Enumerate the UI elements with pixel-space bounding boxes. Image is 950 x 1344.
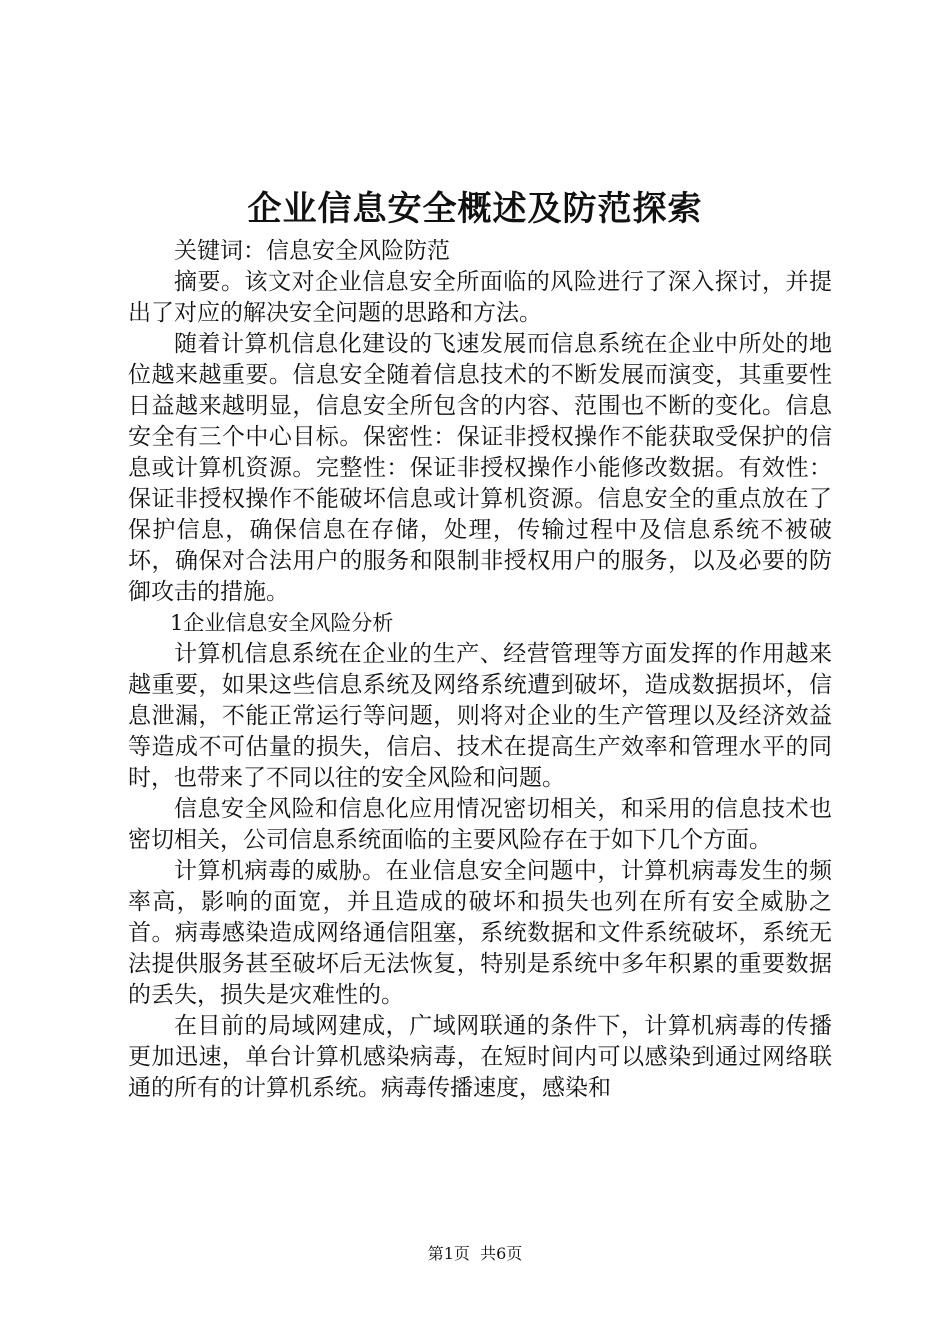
body-paragraph: 计算机信息系统在企业的生产、经营管理等方面发挥的作用越来越重要，如果这些信息系统及网络系统遭到破坏，造成数据损坏，信息泄漏，不能正常运行等问题，则将对企业的生产管理以及经济效益等造成不可估量的损失，信启、技术在提高生产效率和管理水平的同时，也带来了不同以往的安全风险和问题。 [128, 641, 832, 791]
page-footer: 第1页 共6页 [427, 1244, 523, 1263]
body-paragraph: 计算机病毒的威胁。在业信息安全问题中，计算机病毒发生的频率高，影响的面宽，并且造成的破坏和损失也列在所有安全威胁之首。病毒感染造成网络通信阻塞，系统数据和文件系统破坏，系统无法提供服务甚至破坏后无法恢复，特别是系统中多年积累的重要数据的丢失，损失是灾难性的。 [128, 858, 832, 1008]
body-paragraph: 随着计算机信息化建设的飞速发展而信息系统在企业中所处的地位越来越重要。信息安全随着信息技术的不断发展而演变，其重要性日益越来越明显，信息安全所包含的内容、范围也不断的变化。信息安全有三个中心目标。保密性：保证非授权操作不能获取受保护的信息或计算机资源。完整性：保证非授权操作小能修改数据。有效性：保证非授权操作不能破坏信息或计算机资源。信息安全的重点放在了保护信息，确保信息在存储，处理，传输过程中及信息系统不被破坏，确保对合法用户的服务和限制非授权用户的服务，以及必要的防御攻击的措施。 [128, 331, 832, 605]
document-title: 企业信息安全概述及防范探索 [247, 189, 703, 229]
keywords-line: 关键词：信息安全风险防范 [174, 238, 450, 264]
body-paragraph: 信息安全风险和信息化应用情况密切相关，和采用的信息技术也密切相关，公司信息系统面临的主要风险存在于如下几个方面。 [128, 796, 832, 853]
abstract-paragraph: 摘要。该文对企业信息安全所面临的风险进行了深入探讨，并提出了对应的解决安全问题的思路和方法。 [128, 269, 832, 326]
body-paragraph: 在目前的局域网建成，广域网联通的条件下，计算机病毒的传播更加迅速，单台计算机感染病毒，在短时间内可以感染到通过网络联通的所有的计算机系统。病毒传播速度，感染和 [128, 1013, 832, 1101]
document-body [128, 236, 832, 1104]
section-heading: 1企业信息安全风险分析 [170, 611, 394, 635]
